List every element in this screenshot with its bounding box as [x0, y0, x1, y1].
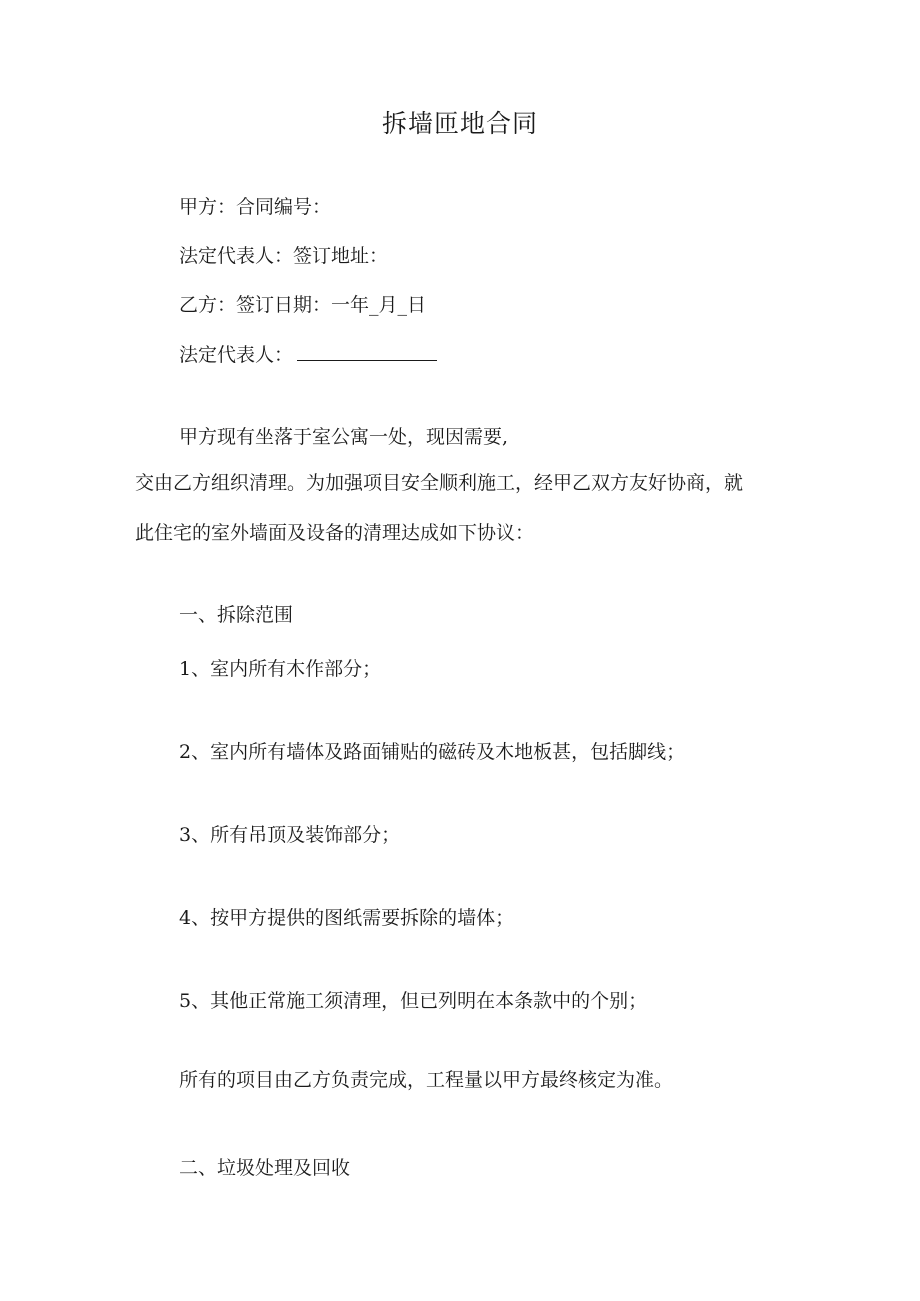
legal-rep-b-label: 法定代表人： — [179, 344, 294, 366]
intro-line-2: 交由乙方组织清理。为加强项目安全顺利施工，经甲乙双方友好协商，就 — [135, 472, 744, 494]
section-2-heading: 二、垃圾处理及回收 — [179, 1157, 351, 1179]
party-b-sign-date: 乙方：签订日期：一年_月_日 — [179, 294, 427, 316]
section-1-item-2: 2、室内所有墙体及路面铺贴的磁砖及木地板甚，包括脚线； — [179, 741, 686, 763]
legal-rep-sign-address: 法定代表人：签订地址： — [179, 245, 389, 267]
section-1-summary: 所有的项目由乙方负责完成，工程量以甲方最终核定为准。 — [179, 1069, 674, 1091]
section-1-item-3: 3、所有吊顶及装饰部分； — [179, 824, 401, 846]
section-1-item-4: 4、按甲方提供的图纸需要拆除的墙体； — [179, 907, 515, 929]
section-1-item-1: 1、室内所有木作部分； — [179, 658, 382, 680]
section-1-heading: 一、拆除范围 — [179, 604, 294, 626]
intro-line-1: 甲方现有坐落于室公寓一处，现因需要, — [179, 426, 509, 448]
signature-blank-line — [297, 342, 437, 361]
document-title: 拆墙匝地合同 — [381, 109, 538, 138]
section-1-item-5: 5、其他正常施工须清理，但已列明在本条款中的个别； — [179, 990, 648, 1012]
legal-rep-b — [179, 342, 437, 367]
party-a-contract-no: 甲方：合同编号： — [179, 196, 332, 218]
intro-line-3: 此住宅的室外墙面及设备的清理达成如下协议： — [135, 522, 535, 544]
